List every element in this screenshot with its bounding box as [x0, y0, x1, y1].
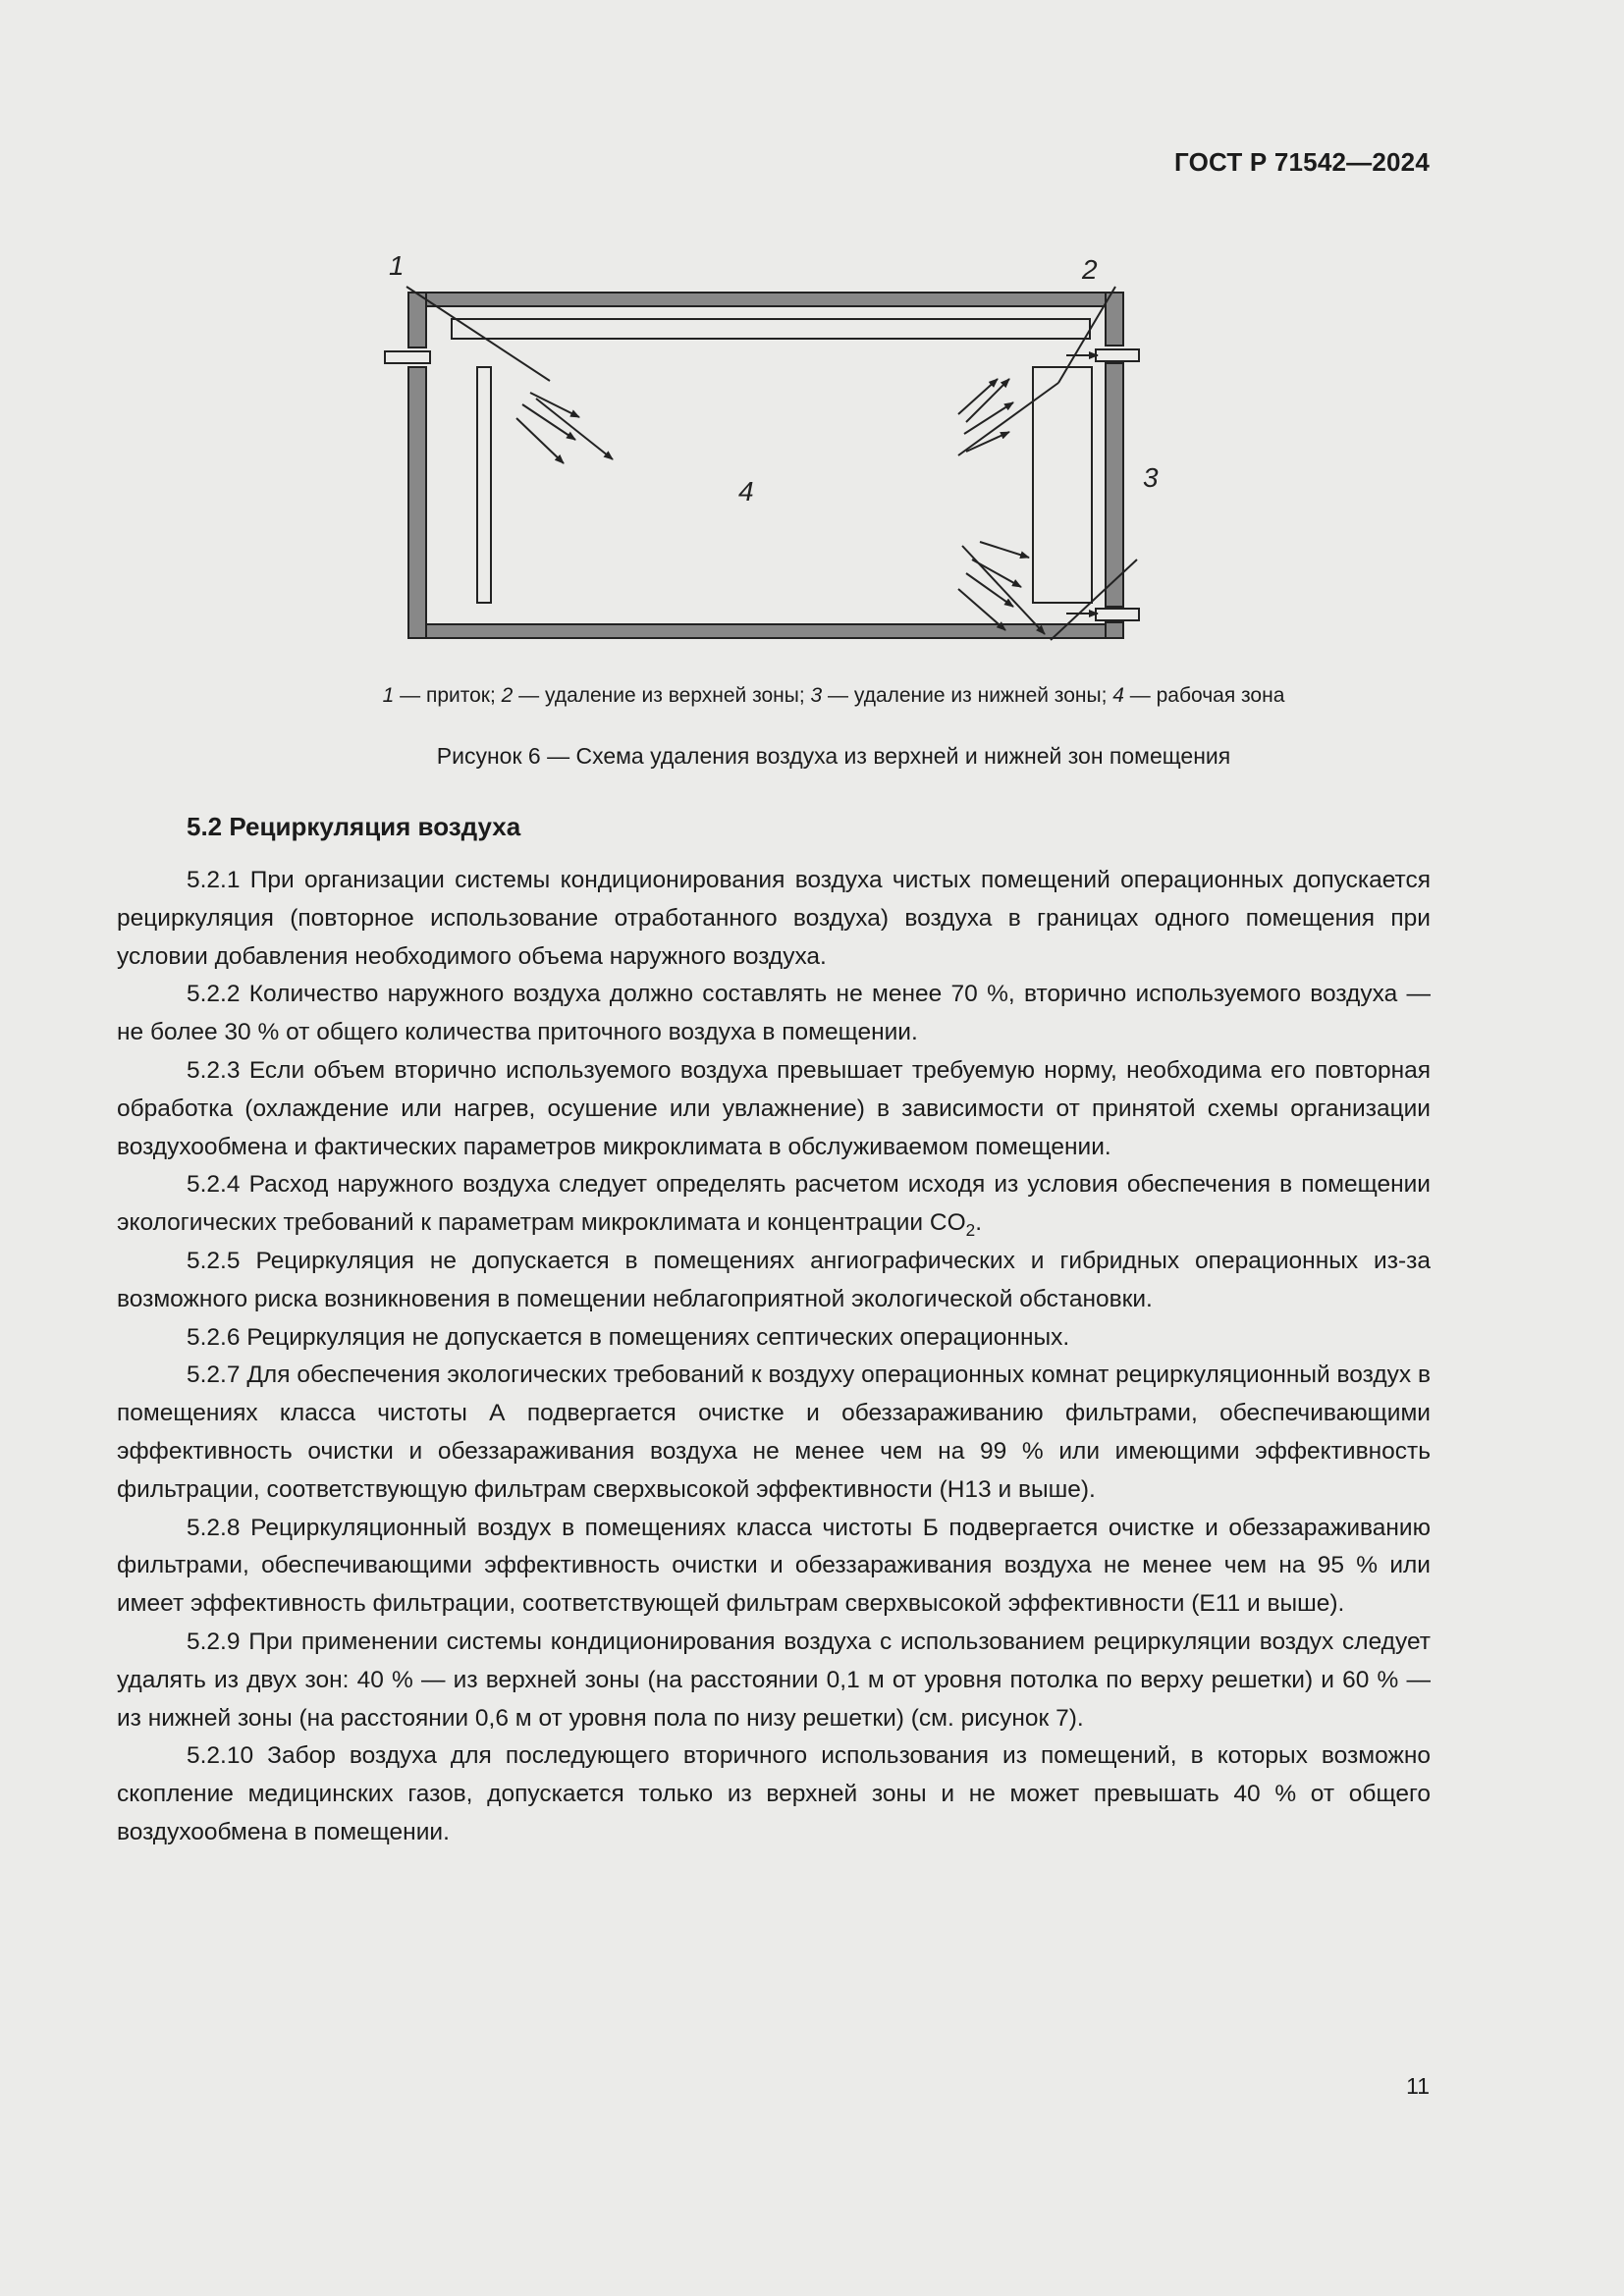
paragraph-5-2-3: 5.2.3 Если объем вторично используемого воздуха превышает требуемую норму, необходима его повторная обработка (охлаждение или нагрев, осушение или увлажнение) в зависимости от принятой схемы организации воздухообмена и фактических параметров микроклимата в обслуживаемом помещении.	[117, 1056, 1431, 1160]
standard-header: ГОСТ Р 71542—2024	[1174, 147, 1430, 177]
paragraph-5-2-9: 5.2.9 При применении системы кондиционирования воздуха с использованием рециркуляции воздух следует удалять из двух зон: 40 % — из верхней зоны (на расстоянии 0,1 м от уровня потолка по верху решетки) и 60 % — из нижней зоны (на расстоянии 0,6 м от уровня пола по низу решетки) (см. рисунок 7).	[117, 1628, 1431, 1732]
supply-arrows	[516, 393, 613, 463]
body-text	[117, 862, 1431, 1852]
room-walls	[385, 293, 1139, 638]
paragraph-5-2-2: 5.2.2 Количество наружного воздуха должно составлять не менее 70 %, вторично используемого воздуха — не более 30 % от общего количества приточного воздуха в помещении.	[117, 981, 1431, 1046]
figure-caption: Рисунок 6 — Схема удаления воздуха из верхней и нижней зон помещения	[436, 743, 1231, 769]
paragraph-5-2-4: 5.2.4 Расход наружного воздуха следует определять расчетом исходя из условия обеспечения в помещении экологических требований к параметрам микроклимата и концентрации $CO_2$.	[117, 1171, 1431, 1241]
paragraph-5-2-8: 5.2.8 Рециркуляционный воздух в помещениях класса чистоты Б подвергается очистке и обеззараживанию фильтрами, обеспечивающими эффективность очистки и обеззараживания воздуха не менее чем на 95 % или имеет эффективность фильтрации, соответствующей фильтрам сверхвысокой эффективности (E11 и выше).	[117, 1514, 1431, 1618]
paragraph-5-2-6: 5.2.6 Рециркуляция не допускается в помещениях септических операционных.	[187, 1323, 1070, 1351]
figure-label-2: 2	[1082, 254, 1098, 285]
paragraph-5-2-10: 5.2.10 Забор воздуха для последующего вторичного использования из помещений, в которых возможно скопление медицинских газов, допускается только из верхней зоны и не может превышать 40 % от общего воздухообмена в помещении.	[117, 1742, 1431, 1845]
figure-label-1: 1	[389, 250, 405, 281]
figure-legend: 1 — приток; 2 — удаление из верхней зоны; 3 — удаление из нижней зоны; 4 — рабочая зона	[382, 684, 1285, 707]
upper-exhaust-arrows	[958, 379, 1013, 452]
paragraph-5-2-7: 5.2.7 Для обеспечения экологических требований к воздуху операционных комнат рециркуляционный воздух в помещениях класса чистоты А подвергается очистке и обеззараживанию фильтрами, обеспечивающими эффективность очистки и обеззараживания воздуха не менее чем на 99 % или имеющими эффективность фильтрации, соответствующую фильтрам сверхвысокой эффективности (H13 и выше).	[117, 1362, 1431, 1503]
paragraph-5-2-1: 5.2.1 При организации системы кондиционирования воздуха чистых помещений операционных допускается рециркуляция (повторное использование отработанного воздуха) воздуха в границах одного помещения при условии добавления необходимого объема наружного воздуха.	[117, 867, 1431, 970]
figure-6-diagram	[373, 245, 1159, 658]
page-number: 11	[1406, 2073, 1430, 2099]
lower-exhaust-arrows	[958, 542, 1045, 634]
paragraph-5-2-5: 5.2.5 Рециркуляция не допускается в помещениях ангиографических и гибридных операционных из-за возможного риска возникновения в помещении неблагоприятной экологической обстановки.	[117, 1247, 1431, 1312]
figure-label-3: 3	[1143, 462, 1159, 493]
figure-label-4: 4	[738, 476, 754, 507]
section-title: 5.2 Рециркуляция воздуха	[187, 812, 521, 841]
